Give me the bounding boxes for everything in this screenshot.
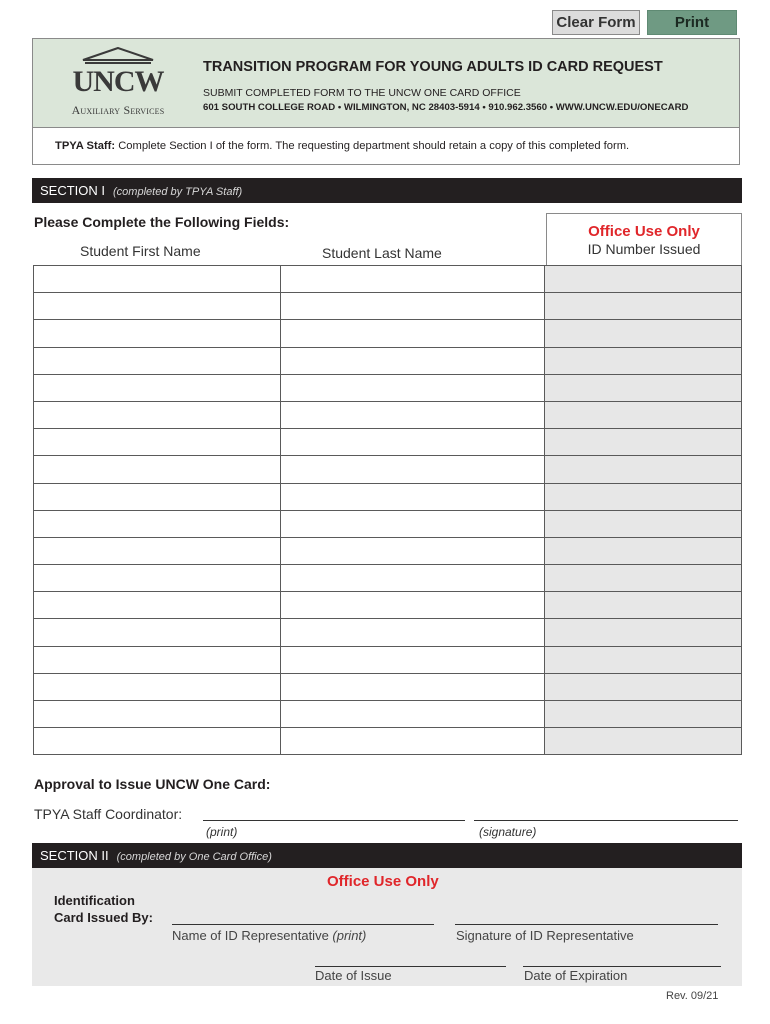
table-row xyxy=(34,592,742,619)
student-last-name-input[interactable] xyxy=(281,592,545,619)
office-address: 601 SOUTH COLLEGE ROAD • WILMINGTON, NC 28403-5914 • 910.962.3560 • WWW.UNCW.EDU/ONECARD xyxy=(203,102,689,113)
id-number-cell xyxy=(545,537,742,564)
student-first-name-input[interactable] xyxy=(34,673,281,700)
table-row xyxy=(34,701,742,728)
date-issue-caption: Date of Issue xyxy=(315,968,392,983)
student-first-name-input[interactable] xyxy=(34,537,281,564)
student-last-name-input[interactable] xyxy=(281,619,545,646)
fields-heading: Please Complete the Following Fields: xyxy=(34,214,290,230)
table-row xyxy=(34,728,742,755)
id-number-cell xyxy=(545,347,742,374)
office-use-header xyxy=(546,213,742,265)
student-first-name-input[interactable] xyxy=(34,510,281,537)
student-last-name-input[interactable] xyxy=(281,266,545,293)
student-last-name-input[interactable] xyxy=(281,347,545,374)
table-row xyxy=(34,646,742,673)
table-row xyxy=(34,347,742,374)
student-first-name-input[interactable] xyxy=(34,320,281,347)
student-first-name-input[interactable] xyxy=(34,429,281,456)
table-row xyxy=(34,619,742,646)
approval-heading: Approval to Issue UNCW One Card: xyxy=(34,776,271,792)
student-last-name-input[interactable] xyxy=(281,510,545,537)
rep-signature-field[interactable] xyxy=(455,924,718,925)
id-number-cell xyxy=(545,401,742,428)
student-first-name-input[interactable] xyxy=(34,347,281,374)
student-table xyxy=(33,265,742,755)
revision-label: Rev. 09/21 xyxy=(666,990,719,1002)
table-row xyxy=(34,456,742,483)
student-last-name-input[interactable] xyxy=(281,537,545,564)
table-row xyxy=(34,510,742,537)
student-last-name-input[interactable] xyxy=(281,401,545,428)
table-row xyxy=(34,293,742,320)
table-row xyxy=(34,266,742,293)
building-icon xyxy=(81,47,155,67)
student-first-name-input[interactable] xyxy=(34,374,281,401)
date-expiration-caption: Date of Expiration xyxy=(524,968,628,983)
id-number-cell xyxy=(545,456,742,483)
date-issue-field[interactable] xyxy=(315,966,506,967)
student-first-name-input[interactable] xyxy=(34,646,281,673)
student-last-name-input[interactable] xyxy=(281,701,545,728)
issued-by-label: Identification Card Issued By: xyxy=(54,893,153,925)
table-row xyxy=(34,565,742,592)
coordinator-print-field[interactable] xyxy=(203,820,465,821)
instructions-text: Complete Section I of the form. The requesting department should retain a copy of this completed form. xyxy=(118,140,630,152)
id-number-cell xyxy=(545,320,742,347)
id-number-cell xyxy=(545,619,742,646)
date-expiration-field[interactable] xyxy=(523,966,721,967)
table-row xyxy=(34,673,742,700)
id-number-cell xyxy=(545,701,742,728)
student-first-name-input[interactable] xyxy=(34,728,281,755)
table-row xyxy=(34,483,742,510)
student-first-name-input[interactable] xyxy=(34,592,281,619)
section-2-bar: SECTION II (completed by One Card Office) xyxy=(32,843,742,868)
form-title: TRANSITION PROGRAM FOR YOUNG ADULTS ID CARD REQUEST xyxy=(203,59,663,75)
section-2-office-use-label: Office Use Only xyxy=(327,873,439,890)
id-number-cell xyxy=(545,646,742,673)
student-first-name-input[interactable] xyxy=(34,619,281,646)
student-last-name-input[interactable] xyxy=(281,728,545,755)
student-first-name-input[interactable] xyxy=(34,266,281,293)
student-last-name-input[interactable] xyxy=(281,374,545,401)
rep-signature-caption: Signature of ID Representative xyxy=(456,928,634,943)
table-row xyxy=(34,429,742,456)
rep-name-caption: Name of ID Representative (print) xyxy=(172,928,367,943)
id-number-cell xyxy=(545,565,742,592)
id-number-cell xyxy=(545,592,742,619)
id-number-cell xyxy=(545,429,742,456)
id-number-cell xyxy=(545,374,742,401)
student-last-name-input[interactable] xyxy=(281,673,545,700)
student-last-name-input[interactable] xyxy=(281,483,545,510)
student-last-name-input[interactable] xyxy=(281,320,545,347)
col-last-name: Student Last Name xyxy=(322,245,442,261)
student-first-name-input[interactable] xyxy=(34,293,281,320)
instructions xyxy=(32,128,740,165)
table-row xyxy=(34,401,742,428)
id-number-cell xyxy=(545,483,742,510)
print-button[interactable]: Print xyxy=(647,10,737,35)
id-number-cell xyxy=(545,728,742,755)
coordinator-label: TPYA Staff Coordinator: xyxy=(34,806,183,822)
print-caption: (print) xyxy=(206,825,238,839)
id-number-cell xyxy=(545,266,742,293)
col-id-number: ID Number Issued xyxy=(587,241,701,257)
signature-caption: (signature) xyxy=(479,825,537,839)
student-last-name-input[interactable] xyxy=(281,293,545,320)
student-last-name-input[interactable] xyxy=(281,429,545,456)
table-row xyxy=(34,320,742,347)
student-first-name-input[interactable] xyxy=(34,456,281,483)
clear-form-button[interactable]: Clear Form xyxy=(552,10,640,35)
student-first-name-input[interactable] xyxy=(34,483,281,510)
form-header xyxy=(32,38,740,128)
student-last-name-input[interactable] xyxy=(281,646,545,673)
table-row xyxy=(34,537,742,564)
student-first-name-input[interactable] xyxy=(34,565,281,592)
uncw-logo: UNCW Auxiliary Services xyxy=(63,47,173,121)
coordinator-signature-field[interactable] xyxy=(474,820,738,821)
student-last-name-input[interactable] xyxy=(281,456,545,483)
id-number-cell xyxy=(545,510,742,537)
instructions-label: TPYA Staff: xyxy=(55,140,116,152)
id-number-cell xyxy=(545,293,742,320)
table-row xyxy=(34,374,742,401)
rep-name-field[interactable] xyxy=(172,924,434,925)
student-last-name-input[interactable] xyxy=(281,565,545,592)
office-use-label: Office Use Only xyxy=(588,223,700,240)
form-subtitle: SUBMIT COMPLETED FORM TO THE UNCW ONE CARD OFFICE xyxy=(203,87,521,99)
col-first-name: Student First Name xyxy=(80,243,201,259)
section-1-bar: SECTION I (completed by TPYA Staff) xyxy=(32,178,742,203)
student-first-name-input[interactable] xyxy=(34,701,281,728)
student-first-name-input[interactable] xyxy=(34,401,281,428)
id-number-cell xyxy=(545,673,742,700)
